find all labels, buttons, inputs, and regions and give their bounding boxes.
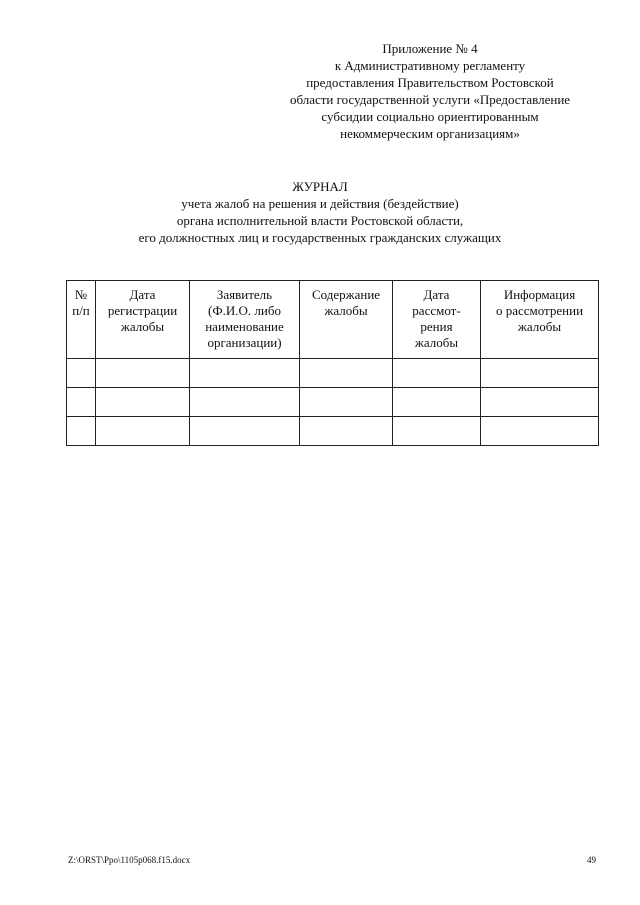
table-cell: [300, 388, 393, 417]
table-cell: [190, 417, 300, 446]
column-header-review-date: Дата рассмот- рения жалобы: [393, 281, 481, 359]
table-body: [67, 359, 599, 446]
journal-title: ЖУРНАЛ: [292, 179, 348, 194]
table-cell: [67, 359, 96, 388]
column-header-applicant: Заявитель (Ф.И.О. либо наименование организации): [190, 281, 300, 359]
table-cell: [96, 417, 190, 446]
table-cell: [393, 417, 481, 446]
table-cell: [190, 388, 300, 417]
appendix-line: предоставления Правительством Ростовской: [306, 75, 554, 90]
table-cell: [96, 388, 190, 417]
journal-subtitle-line: учета жалоб на решения и действия (бездействие): [181, 196, 459, 211]
journal-subtitle-line: органа исполнительной власти Ростовской области,: [176, 213, 464, 228]
table-cell: [300, 417, 393, 446]
column-header-number: № п/п: [67, 281, 96, 359]
column-header-registration-date: Дата регистрации жалобы: [96, 281, 190, 359]
table-row: [67, 417, 599, 446]
journal-heading: [0, 178, 640, 246]
footer-page-number: 49: [587, 855, 596, 865]
table-header-row: [67, 281, 599, 359]
appendix-header: [250, 40, 610, 142]
table-cell: [96, 359, 190, 388]
table-cell: [300, 359, 393, 388]
column-header-review-info: Информация о рассмотрении жалобы: [481, 281, 599, 359]
table-cell: [481, 359, 599, 388]
table-row: [67, 388, 599, 417]
appendix-line: субсидии социально ориентированным: [321, 109, 539, 124]
appendix-line: области государственной услуги «Предоставление: [289, 92, 571, 107]
table-cell: [67, 388, 96, 417]
table-cell: [481, 417, 599, 446]
table-cell: [393, 359, 481, 388]
footer-file-path: Z:\ORST\Ppo\1105p068.f15.docx: [68, 855, 191, 865]
table-cell: [481, 388, 599, 417]
table-cell: [190, 359, 300, 388]
appendix-line: некоммерческим организациям»: [340, 126, 520, 141]
table-cell: [393, 388, 481, 417]
journal-subtitle-line: его должностных лиц и государственных гражданских служащих: [138, 230, 502, 245]
column-header-complaint-content: Содержание жалобы: [300, 281, 393, 359]
appendix-line: к Административному регламенту: [334, 58, 526, 73]
table-row: [67, 359, 599, 388]
table-cell: [67, 417, 96, 446]
appendix-line: Приложение № 4: [382, 41, 478, 56]
complaints-journal-table: [66, 280, 599, 446]
